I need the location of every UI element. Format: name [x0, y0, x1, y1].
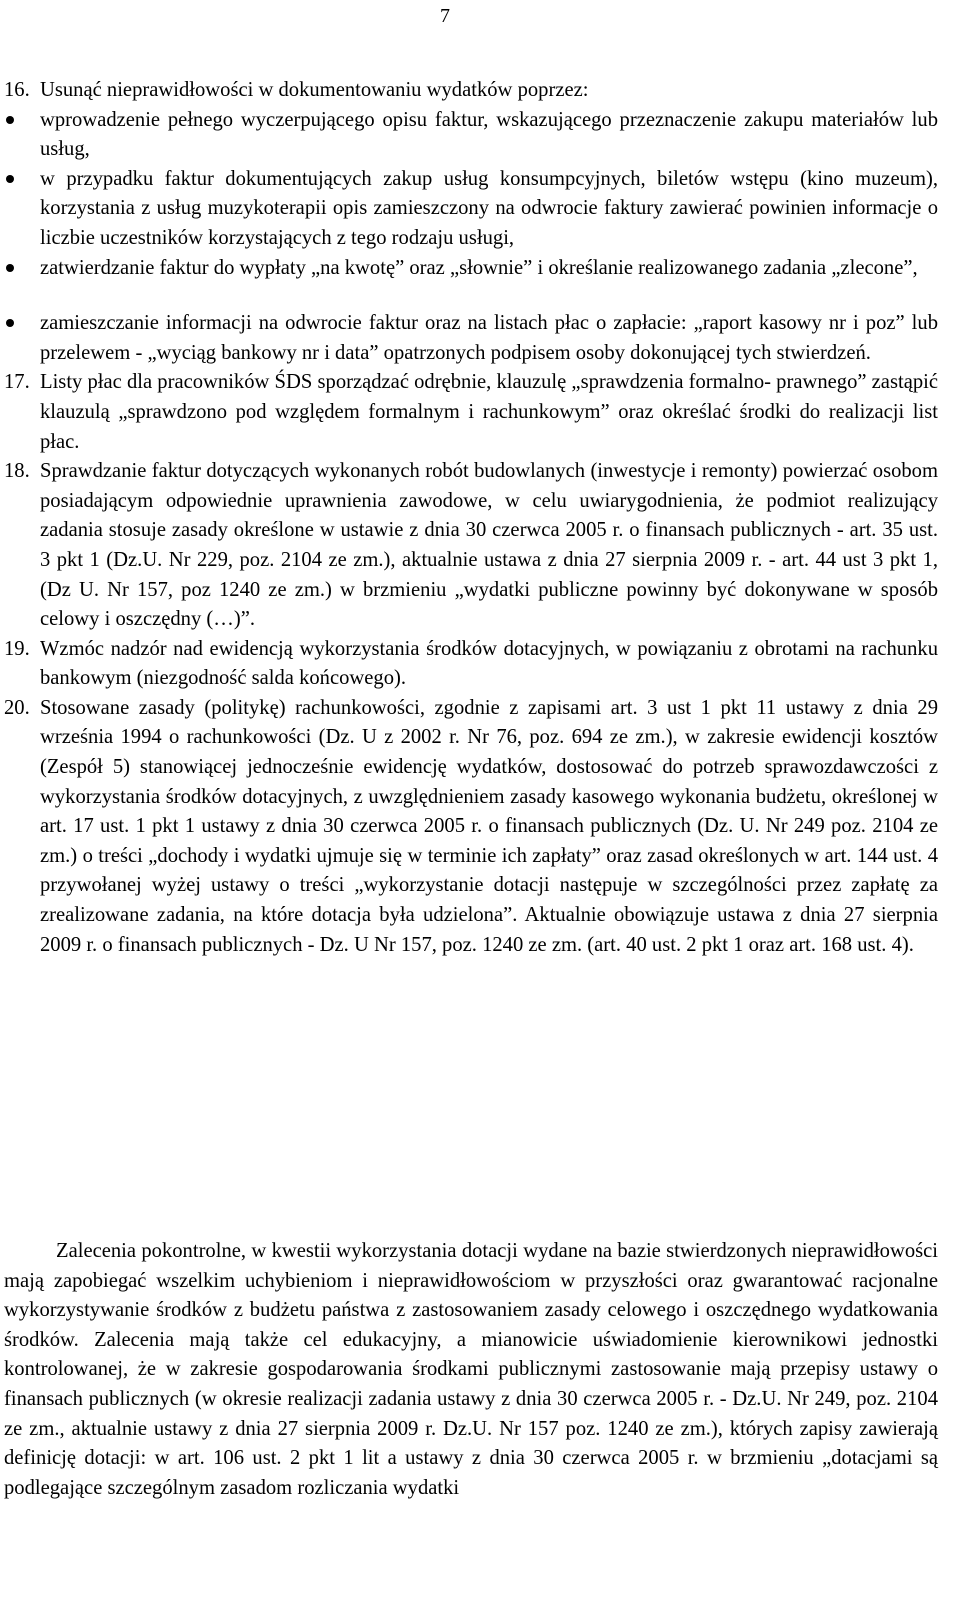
page-number: 7: [440, 5, 450, 27]
item-text: Sprawdzanie faktur dotyczących wykonanych robót budowlanych (inwestycje i remonty) powierzać osobom posiadającym odpowiednie uprawnienia zawodowe, w celu uwiarygodnienia, że podmiot realizujący zadania stosuje zasady określone w ustawie z dnia 30 czerwca 2005 r. o finansach publicznych - art. 35 ust. 3 pkt 1 (Dz.U. Nr 229, poz. 2104 ze zm.), aktualnie ustawa z dnia 27 sierpnia 2009 r. - art. 44 ust 3 pkt 1, (Dz U. Nr 157, poz 1240 ze zm.) w brzmieniu „wydatki publiczne powinny być dokonywane w sposób celowy i oszczędny (…)”.: [40, 460, 938, 631]
item-number: 16.: [4, 79, 30, 101]
bullet-icon: [6, 175, 14, 183]
closing-paragraph: Zalecenia pokontrolne, w kwestii wykorzystania dotacji wydane na bazie stwierdzonych nieprawidłowości mają zapobiegać wszelkim uchybieniom i nieprawidłowościom w przyszłości oraz gwarantować racjonalne wykorzystywanie środków z budżetu państwa z zastosowaniem zasady celowego i oszczędnego wydatkowania środków. Zalecenia mają także cel edukacyjny, a mianowicie uświadomienie kierownikowi jednostki kontrolowanej, że w zakresie gospodarowania środkami publicznymi zastosowanie mają przepisy ustawy o finansach publicznych (w okresie realizacji zadania ustawy z dnia 30 czerwca 2005 r. - Dz.U. Nr 249, poz. 2104 ze zm., aktualnie ustawy z dnia 27 sierpnia 2009 r. Dz.U. Nr 157 poz. 1240 ze zm.), których zapisy zawierają definicję dotacji: w art. 106 ust. 2 pkt 1 lit a ustawy z dnia 30 czerwca 2005 r. w brzmieniu „dotacjami są podlegające szczególnym zasadom rozliczania wydatki: [4, 1240, 938, 1499]
list-item-17: [4, 368, 938, 457]
bullet-icon: [6, 319, 14, 327]
list-item-20: [4, 694, 938, 960]
item-number: 19.: [4, 637, 30, 660]
list-item-19: [4, 635, 938, 694]
item-text: Stosowane zasady (politykę) rachunkowości, zgodnie z zapisami art. 3 ust 1 pkt 11 ustawy z dnia 29 września 1994 o rachunkowości (Dz. U z 2002 r. Nr 76, poz. 694 ze zm.), w zakresie ewidencji kosztów (Zespół 5) stanowiącej jednocześnie ewidencję wydatków, dostosować do potrzeb sprawozdawczości z wykorzystania środków dotacyjnych, z uwzględnieniem zasady kasowego wykonania budżetu, określonej w art. 17 ust. 1 pkt 1 ustawy z dnia 30 czerwca 2005 r. o finansach publicznych (Dz. U. Nr 249 poz. 2104 ze zm.) o treści „dochody i wydatki ujmuje się w terminie ich zapłaty” oraz zasad określonych w art. 144 ust. 4 przywołanej wyżej ustawy o treści „wykorzystanie dotacji następuje w szczególności przez zapłatę za zrealizowane zadania, na które dotacja była udzielona”. Aktualnie obowiązuje ustawa z dnia 27 sierpnia 2009 r. o finansach publicznych - Dz. U Nr 157, poz. 1240 ze zm. (art. 40 ust. 2 pkt 1 oraz art. 168 ust. 4).: [40, 696, 938, 956]
item-number: 18.: [4, 460, 30, 483]
item-text: Wzmóc nadzór nad ewidencją wykorzystania środków dotacyjnych, w powiązaniu z obrotami na rachunku bankowym (niezgodność salda końcowego).: [40, 637, 938, 690]
bullet-icon: [6, 116, 14, 124]
bullet-item: zatwierdzanie faktur do wypłaty „na kwotę” oraz „słownie” i określanie realizowanego zadania „zlecone”,: [4, 254, 938, 284]
item-text: Listy płac dla pracowników ŚDS sporządzać odrębnie, klauzulę „sprawdzenia formalno- prawnego” zastąpić klauzulą „sprawdzono pod względem formalnym i rachunkowym” oraz określać środki do realizacji list płac.: [40, 371, 938, 453]
item-number: 17.: [4, 371, 30, 394]
item-16-intro: Usunąć nieprawidłowości w dokumentowaniu wydatków poprzez:: [40, 79, 589, 101]
recommendations-list: [4, 76, 938, 960]
list-item-18: [4, 457, 938, 635]
bullet-item: zamieszczanie informacji na odwrocie faktur oraz na listach płac o zapłacie: „raport kasowy nr i poz” lub przelewem - „wyciąg bankowy nr i data” opatrzonych podpisem osoby dokonującej tych stwierdzeń.: [4, 309, 938, 368]
bullet-icon: [6, 264, 14, 272]
item-number: 20.: [4, 696, 30, 719]
bullet-item: w przypadku faktur dokumentujących zakup usług konsumpcyjnych, biletów wstępu (kino muzeum), korzystania z usług muzykoterapii opis zamieszczony na odwrocie faktury zawierać powinien informacje o liczbie uczestników korzystających z tego rodzaju usługi,: [4, 165, 938, 254]
list-item-16: [4, 76, 938, 106]
bullet-item: wprowadzenie pełnego wyczerpującego opisu faktur, wskazującego przeznaczenie zakupu materiałów lub usług,: [4, 106, 938, 165]
